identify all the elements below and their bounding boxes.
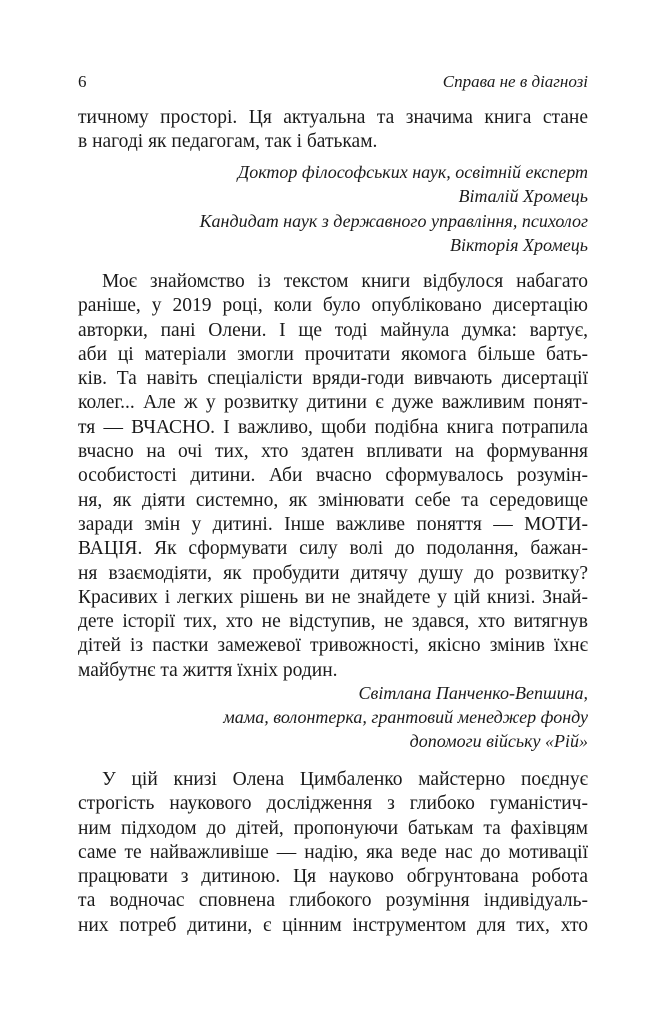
intro-paragraph: [78, 106, 588, 155]
text-line: тичному просторі. Ця актуальна та значима книга стане: [78, 107, 588, 128]
signature-name: Світлана Панченко-Вепшина,: [358, 683, 588, 703]
signature-role: допомоги війську «Рій»: [409, 731, 588, 751]
signature-block-3: [68, 681, 588, 753]
text-line: ня взаємодіяти, як пробудити дитячу душу до розвитку?: [78, 562, 588, 584]
text-line: них потреб дитини, є цінним інструментом для тих, хто: [78, 914, 588, 936]
running-title: Справа не в діагнозі: [442, 72, 588, 91]
signature-title: Доктор філософських наук, освітній експерт: [237, 162, 588, 182]
text-line: працювати з дитиною. Ця науково обгрунтована робота: [78, 866, 588, 888]
text-line: та водночас сповнена глибокого розуміння індивідуаль-: [78, 890, 588, 912]
signature-name: Віталій Хромець: [458, 186, 588, 206]
review-paragraph-3: [78, 768, 588, 938]
page-number: 6: [78, 72, 87, 91]
text-line: дете історії тих, хто не відступив, не здався, хто витягнув: [78, 611, 588, 633]
text-line: У цій книзі Олена Цимбаленко майстерно поєднує: [102, 769, 588, 790]
text-line: ня, як діяти системно, як змінювати себе та середовище: [78, 489, 588, 511]
signature-name: Вікторія Хромець: [449, 235, 588, 255]
signature-title: Кандидат наук з державного управління, психолог: [199, 211, 588, 231]
page-header: [78, 72, 588, 96]
text-line: заради змін у дитині. Інше важливе поняття — МОТИ-: [78, 513, 588, 535]
text-line: строгість наукового дослідження з глибоко гуманістич-: [78, 793, 588, 815]
text-line: ним підходом до дітей, пропонуючи батькам та фахівцям: [78, 817, 588, 839]
text-line: вчасно на очі тих, хто здатен впливати на формування: [78, 441, 588, 463]
signature-block-2: [68, 209, 588, 257]
text-line: в нагоді як педагогам, так і батькам.: [78, 131, 378, 153]
text-line: дітей із пастки замежевої тривожності, якісно змінив їхнє: [78, 635, 588, 657]
text-line: ВАЦІЯ. Як сформувати силу волі до подолання, бажан-: [78, 538, 588, 560]
review-paragraph-2: [78, 270, 588, 683]
signature-block-1: [68, 160, 588, 208]
signature-role: мама, волонтерка, грантовий менеджер фонду: [223, 707, 588, 727]
text-line: ків. Та навіть спеціалісти вряди-годи вивчають дисертації: [78, 368, 588, 390]
text-line: Красивих і легких рішень ви не знайдете у цій книзі. Знай-: [78, 586, 588, 608]
text-line: аби ці матеріали змогли прочитати якомога більше бать-: [78, 343, 588, 365]
text-line: Моє знайомство із текстом книги відбулося набагато: [102, 271, 588, 292]
text-line: колег... Але ж у розвитку дитини є дуже важливим понят-: [78, 392, 588, 414]
text-line: раніше, у 2019 році, коли було опубліковано дисертацію: [78, 295, 588, 317]
text-line: особистості дитини. Аби вчасно сформувалось розумін-: [78, 465, 588, 487]
text-line: майбутнє та життя їхніх родин.: [78, 659, 338, 681]
text-line: тя — ВЧАСНО. І важливо, щоби подібна книга потрапила: [78, 416, 588, 438]
text-line: авторки, пані Олени. І ще тоді майнула думка: вартує,: [78, 319, 588, 341]
text-line: саме те найважливіше — надію, яка веде нас до мотивації: [78, 841, 588, 863]
